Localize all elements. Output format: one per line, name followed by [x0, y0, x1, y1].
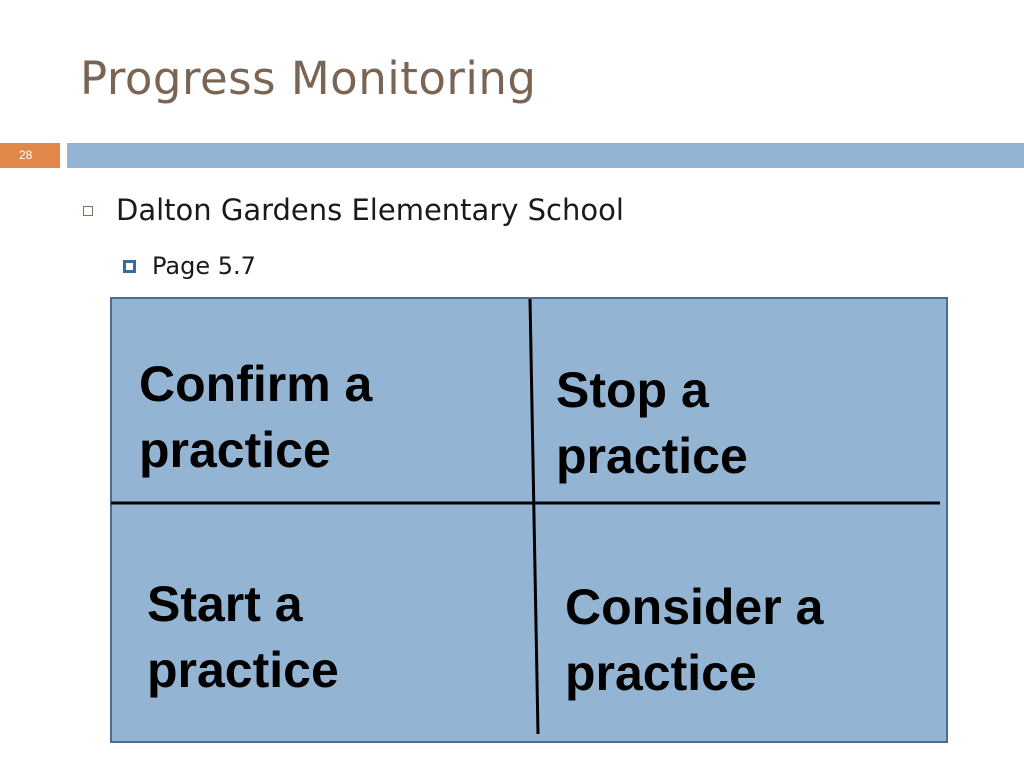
- page-number: 28: [19, 148, 33, 162]
- hollow-square-bullet-icon: [83, 206, 93, 216]
- quadrant-top-right-line2: practice: [556, 428, 748, 484]
- quadrant-bottom-right-line1: Consider a: [565, 579, 824, 635]
- page-number-badge: [0, 143, 60, 168]
- quadrant-top-left-line2: practice: [139, 422, 331, 478]
- quadrant-bottom-left-text: [147, 571, 339, 703]
- quadrant-bottom-left-line2: practice: [147, 642, 339, 698]
- slide-title: Progress Monitoring: [80, 52, 537, 105]
- bullet-text-page: Page 5.7: [152, 252, 256, 280]
- header-bar: [67, 143, 1024, 168]
- quadrant-top-right-text: [556, 357, 748, 489]
- quadrant-top-left-line1: Confirm a: [139, 356, 373, 412]
- filled-square-bullet-icon: [123, 260, 136, 273]
- quadrant-top-right-line1: Stop a: [556, 362, 709, 418]
- quadrant-bottom-right-line2: practice: [565, 645, 757, 701]
- bullet-text-school: Dalton Gardens Elementary School: [116, 193, 624, 227]
- quadrant-bottom-right-text: [565, 574, 823, 706]
- quadrant-bottom-left-line1: Start a: [147, 576, 303, 632]
- quadrant-top-left-text: [139, 351, 372, 483]
